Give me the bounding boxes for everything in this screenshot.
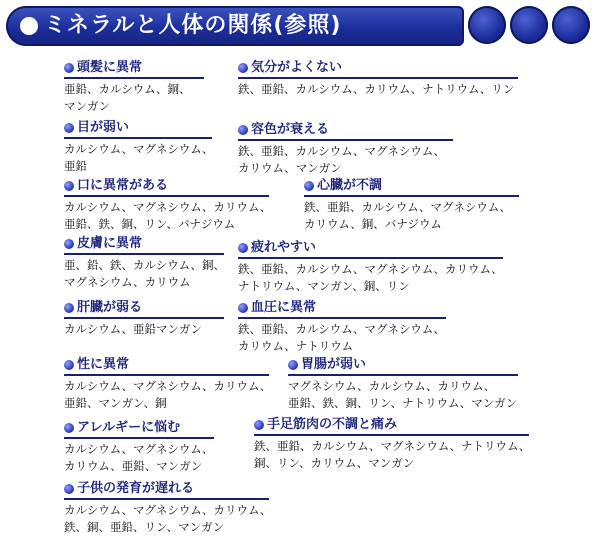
section-line: カリウム、亜鉛、マンガン <box>64 459 203 473</box>
section-line: マグネシウム、カリウム <box>64 275 191 289</box>
section-title: 子供の発育が遅れる <box>77 481 195 496</box>
bullet-icon <box>64 360 74 370</box>
bullet-icon <box>254 420 264 430</box>
section-blood-pressure <box>238 300 446 355</box>
section-line: 亜鉛、鉄、銅、リン、バナジウム <box>64 217 236 231</box>
bullet-icon <box>238 243 248 253</box>
decorative-circle-icon <box>510 6 548 44</box>
section-eyes <box>64 120 212 175</box>
section-sexual <box>64 357 272 412</box>
section-line: カリウム、ナトリウム <box>238 339 354 353</box>
section-title: 皮膚に異常 <box>77 236 143 251</box>
bullet-icon <box>64 63 74 73</box>
section-line: 鉄、亜鉛、カルシウム、マグネシウム、 <box>238 144 446 158</box>
section-fatigue <box>238 240 503 295</box>
section-line: 鉄、亜鉛、カルシウム、カリウム、ナトリウム、リン <box>238 82 515 96</box>
section-liver <box>64 300 224 338</box>
bullet-icon <box>64 303 74 313</box>
section-line: 鉄、亜鉛、カルシウム、マグネシウム、カリウム、 <box>238 262 503 276</box>
section-line: 亜鉛 <box>64 159 87 173</box>
bullet-icon <box>238 63 248 73</box>
section-title: 容色が衰える <box>251 122 330 137</box>
section-line: カルシウム、マグネシウム、 <box>64 142 214 156</box>
bullet-icon <box>64 181 74 191</box>
section-line: カルシウム、亜鉛マンガン <box>64 322 202 336</box>
section-mouth <box>64 178 272 233</box>
section-line: カルシウム、マグネシウム、カリウム、 <box>64 379 272 393</box>
section-line: ナトリウム、マンガン、銅、リン <box>238 279 410 293</box>
header-bullet-icon <box>20 17 38 35</box>
decorative-circle-icon <box>552 6 590 44</box>
header-banner <box>6 6 464 46</box>
section-allergy <box>64 420 214 475</box>
section-line: 鉄、亜鉛、カルシウム、マグネシウム、ナトリウム、 <box>254 439 531 453</box>
section-line: カリウム、銅、バナジウム <box>304 217 442 231</box>
bullet-icon <box>238 303 248 313</box>
section-line: 亜鉛、マンガン、銅 <box>64 396 167 410</box>
section-hair <box>64 60 204 115</box>
section-title: 肝臓が弱る <box>77 300 143 315</box>
section-title: アレルギーに悩む <box>77 420 181 435</box>
section-title: 口に異常がある <box>77 178 169 193</box>
section-mood <box>238 60 518 98</box>
section-child-growth <box>64 481 272 536</box>
section-heart <box>304 178 519 233</box>
section-title: 心臓が不調 <box>317 178 383 193</box>
section-line: カルシウム、マグネシウム、カリウム、 <box>64 503 272 517</box>
bullet-icon <box>64 484 74 494</box>
decorative-circle-icon <box>468 6 506 44</box>
section-line: マグネシウム、カルシウム、カリウム、 <box>288 379 496 393</box>
section-title: 胃腸が弱い <box>301 357 367 372</box>
section-title: 気分がよくない <box>251 60 343 75</box>
section-line: 鉄、亜鉛、カルシウム、マグネシウム、 <box>238 322 446 336</box>
bullet-icon <box>64 423 74 433</box>
bullet-icon <box>304 181 314 191</box>
section-skin <box>64 236 224 291</box>
section-line: 亜鉛、鉄、銅、リン、ナトリウム、マンガン <box>288 396 518 410</box>
section-line: カリウム、マンガン <box>238 161 342 175</box>
section-title: 手足筋肉の不調と痛み <box>267 417 398 432</box>
section-line: カルシウム、マグネシウム、カリウム、 <box>64 200 272 214</box>
section-title: 頭髪に異常 <box>77 60 143 75</box>
section-line: カルシウム、マグネシウム、 <box>64 442 214 456</box>
section-line: 鉄、亜鉛、カルシウム、マグネシウム、 <box>304 200 512 214</box>
bullet-icon <box>64 123 74 133</box>
section-title: 疲れやすい <box>251 240 317 255</box>
section-title: 目が弱い <box>77 120 130 135</box>
section-stomach <box>288 357 518 412</box>
section-line: マンガン <box>64 99 110 113</box>
section-line: 亜、鉛、鉄、カルシウム、銅、 <box>64 258 225 272</box>
section-line: 銅、リン、カリウム、マンガン <box>254 456 415 470</box>
section-complexion <box>238 122 453 177</box>
bullet-icon <box>238 125 248 135</box>
page-title: ミネラルと人体の関係(参照) <box>44 13 342 38</box>
section-line: 亜鉛、カルシウム、銅、 <box>64 82 191 96</box>
section-line: 鉄、銅、亜鉛、リン、マンガン <box>64 520 225 534</box>
section-muscle <box>254 417 529 472</box>
bullet-icon <box>288 360 298 370</box>
bullet-icon <box>64 239 74 249</box>
section-title: 血圧に異常 <box>251 300 317 315</box>
section-title: 性に異常 <box>77 357 130 372</box>
